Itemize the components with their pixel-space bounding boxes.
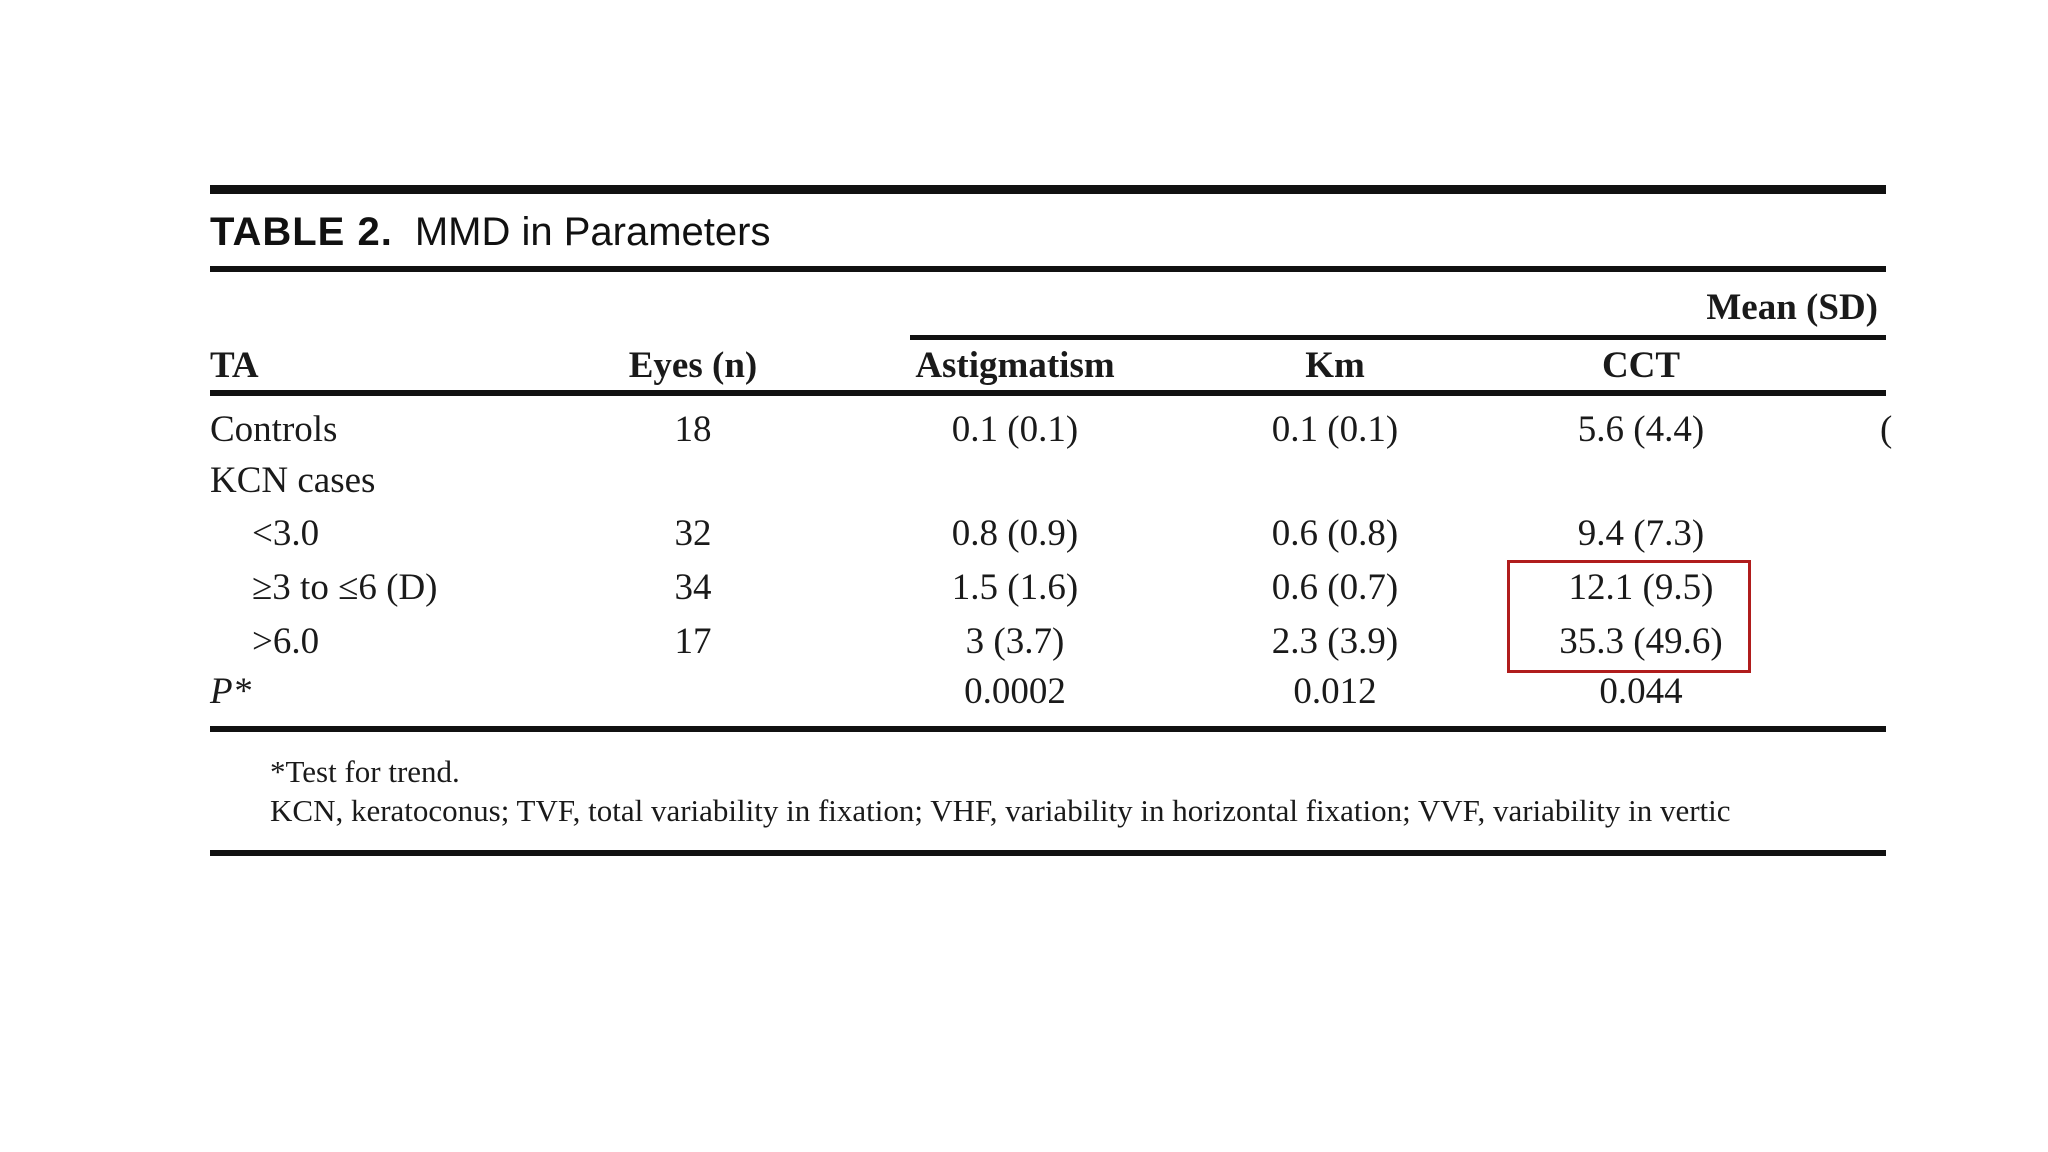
cell-astigmatism: 0.1 (0.1)	[951, 409, 1079, 450]
cell-ta: >6.0	[252, 621, 320, 662]
cell-km: 0.012	[1293, 671, 1377, 712]
table-row-controls	[210, 408, 1893, 458]
col-header-km: Km	[1305, 345, 1365, 386]
cct-highlight-box	[1507, 560, 1751, 673]
caption-label: TABLE 2.	[210, 209, 393, 254]
cell-km: 0.1 (0.1)	[1271, 409, 1399, 450]
cell-cct: 12.1 (9.5)	[1568, 567, 1714, 608]
footnote-test-for-trend: *Test for trend.	[270, 754, 460, 789]
cell-km: 2.3 (3.9)	[1271, 621, 1399, 662]
cell-ta: ≥3 to ≤6 (D)	[252, 567, 438, 608]
group-header-rule	[910, 335, 1886, 340]
table-row-p-value	[210, 670, 1886, 720]
cell-eyes: 34	[674, 567, 712, 608]
cell-km: 0.6 (0.7)	[1271, 567, 1399, 608]
table-footnotes	[210, 732, 1886, 850]
cell-astigmatism: 3 (3.7)	[965, 621, 1065, 662]
col-header-ta: TA	[210, 345, 259, 386]
table-caption	[210, 194, 1886, 266]
cell-ta: KCN cases	[210, 460, 376, 501]
table-row-lt-3	[210, 512, 1886, 562]
cell-astigmatism: 1.5 (1.6)	[951, 567, 1079, 608]
table-body	[210, 396, 1893, 726]
cell-km: 0.6 (0.8)	[1271, 513, 1399, 554]
caption-title: MMD in Parameters	[414, 209, 771, 254]
group-header-mean-sd: Mean (SD)	[1706, 287, 1878, 328]
cell-cct: 35.3 (49.6)	[1559, 621, 1723, 662]
table-header	[210, 272, 1886, 390]
cell-astigmatism: 0.0002	[964, 671, 1066, 712]
cell-eyes: 32	[674, 513, 712, 554]
footnote-abbreviations: KCN, keratoconus; TVF, total variability in fixation; VHF, variability in horizontal fixation; VVF, variability in vertic	[270, 793, 1731, 828]
table-row-kcn-cases	[210, 459, 1886, 509]
cell-cct: 9.4 (7.3)	[1577, 513, 1705, 554]
cell-ta: <3.0	[252, 513, 320, 554]
cell-cct: 5.6 (4.4)	[1577, 409, 1705, 450]
cell-ta: P*	[210, 671, 252, 712]
final-rule	[210, 850, 1886, 856]
col-header-cct: CCT	[1601, 345, 1681, 386]
cell-eyes: 17	[674, 621, 712, 662]
cell-cct: 0.044	[1599, 671, 1683, 712]
col-header-eyes: Eyes (n)	[628, 345, 758, 386]
top-rule	[210, 185, 1886, 194]
col-header-astigmatism: Astigmatism	[915, 345, 1115, 386]
cell-astigmatism: 0.8 (0.9)	[951, 513, 1079, 554]
cell-ta: Controls	[210, 409, 338, 450]
table-2	[210, 185, 1893, 856]
cell-eyes: 18	[674, 409, 712, 450]
cell-truncated: (	[1880, 409, 1893, 450]
